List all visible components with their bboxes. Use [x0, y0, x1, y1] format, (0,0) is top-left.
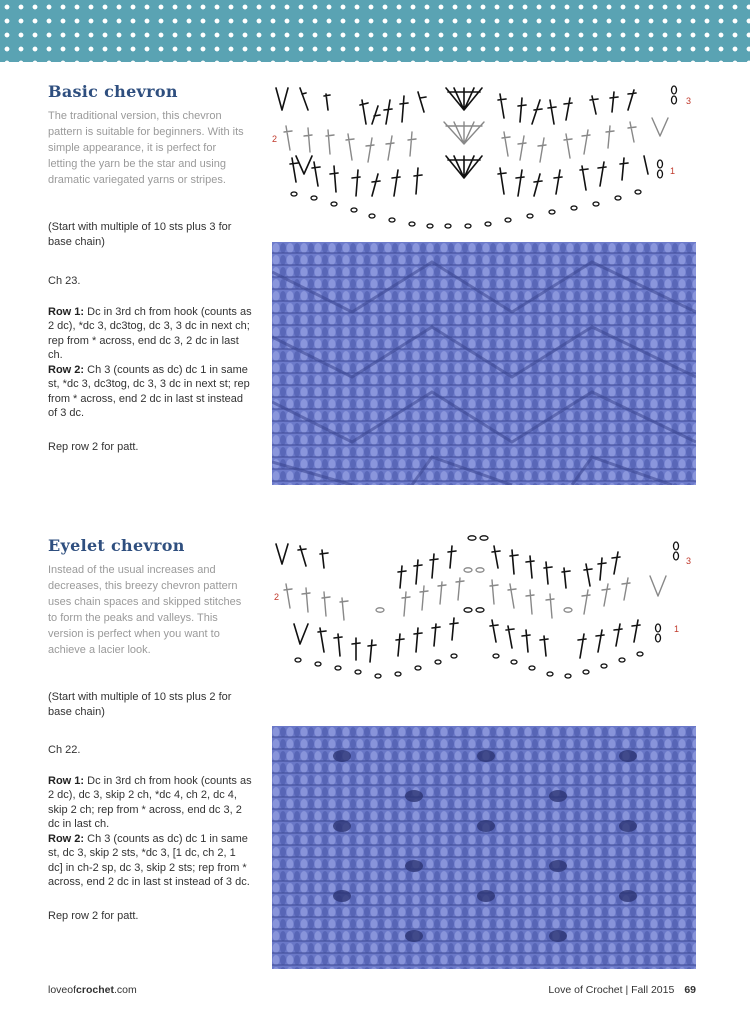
chain-stitch-ovals: [291, 86, 677, 228]
chain-count: Ch 22.: [48, 744, 81, 756]
eyelet-chevron-swatch-photo: [272, 726, 696, 969]
section-intro: Instead of the usual increases and decreases, this breezy chevron pattern uses chain spaces and skipped stitches to form the peaks and valleys. This version is perfect when you want to achieve a lacier look.: [48, 564, 242, 656]
section-title: Eyelet chevron: [48, 536, 185, 555]
magazine-footer: [548, 984, 696, 996]
chain-count: Ch 23.: [48, 275, 81, 287]
page-number: 69: [684, 984, 696, 996]
row-label: Row 1:: [48, 774, 85, 787]
stitch-diagram-basic: [268, 70, 700, 230]
row-1-instruction: [48, 305, 253, 363]
polka-dot-banner: [0, 0, 750, 62]
row-1-instruction: [48, 774, 253, 832]
magazine-issue: Love of Crochet | Fall 2015: [548, 984, 675, 996]
row-text: Dc in 3rd ch from hook (counts as 2 dc), dc 3, skip 2 ch, *dc 4, ch 2, dc 4, skip 2 ch; rep from * across, end dc 3, 2 dc in last ch.: [48, 774, 252, 830]
repeat-note: Rep row 2 for patt.: [48, 909, 139, 922]
section-title: Basic chevron: [48, 82, 178, 101]
row-2-gray-symbols: [284, 576, 666, 620]
row-text: Dc in 3rd ch from hook (counts as 2 dc), *dc 3, dc3tog, dc 3, 3 dc in next ch; rep from * across, end dc 3, 2 dc in last ch.: [48, 305, 252, 361]
base-chain-note: (Start with multiple of 10 sts plus 3 for base chain): [48, 221, 232, 248]
row-text: Ch 3 (counts as dc) dc 1 in same st, *dc 3, dc3tog, dc 3, 3 dc in next st; rep from * across, end 2 dc in last st instead of 3 dc.: [48, 363, 250, 419]
row-2-instruction: [48, 832, 253, 890]
row-number-label: 3: [686, 556, 692, 566]
url-bold: crochet: [76, 984, 114, 996]
row-label: Row 2:: [48, 363, 85, 376]
pattern-instructions: [48, 743, 253, 923]
basic-chevron-swatch-photo: [272, 242, 696, 485]
pattern-instructions: [48, 274, 253, 454]
chain-stitch-ovals: [295, 536, 679, 678]
section-intro: The traditional version, this chevron pattern is suitable for beginners. With its simple appearance, it is perfect for letting the yarn be the star and using dramatic variegated yarns or stripes.: [48, 110, 244, 186]
row-text: Ch 3 (counts as dc) dc 1 in same st, dc 3, skip 2 sts, *dc 3, [1 dc, ch 2, 1 dc] in ch-2 sp, dc 3, skip 2 sts; rep from * across, end 2 dc in last st instead of 3 dc.: [48, 832, 250, 888]
row-number-label: 1: [670, 166, 676, 176]
stitch-diagram-eyelet: [268, 528, 700, 688]
row-number-label: 2: [272, 134, 278, 144]
base-chain-note: (Start with multiple of 10 sts plus 2 for base chain): [48, 691, 232, 718]
row-2-instruction: [48, 363, 253, 421]
row-2-gray-symbols: [284, 118, 668, 162]
row-label: Row 2:: [48, 832, 85, 845]
row-number-label: 2: [274, 592, 280, 602]
row-number-label: 1: [674, 624, 680, 634]
website-url: [48, 984, 137, 996]
row-number-label: 3: [686, 96, 692, 106]
url-prefix: loveof: [48, 984, 77, 996]
row-label: Row 1:: [48, 305, 85, 318]
url-suffix: .com: [113, 984, 137, 996]
repeat-note: Rep row 2 for patt.: [48, 440, 139, 453]
